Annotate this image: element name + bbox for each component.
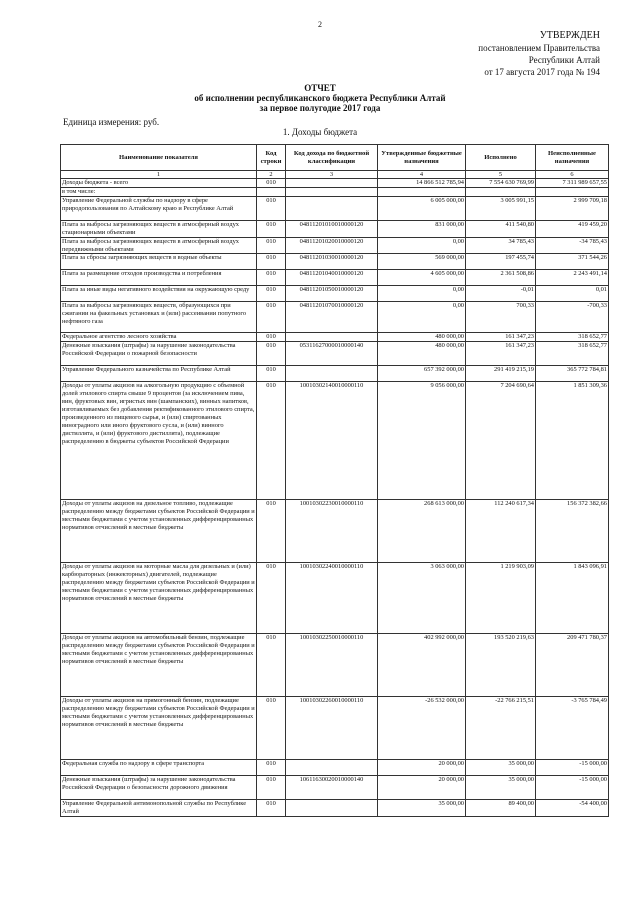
row-income-code — [286, 179, 378, 188]
row-executed: 112 240 617,34 — [466, 500, 536, 563]
row-name: Плата за размещение отходов производства и потребления — [61, 270, 257, 286]
row-unexecuted: -700,33 — [536, 302, 609, 333]
row-unexecuted: -15 000,00 — [536, 760, 609, 776]
table-row — [61, 342, 609, 366]
row-name: Федеральная служба по надзору в сфере транспорта — [61, 760, 257, 776]
row-name: Доходы от уплаты акцизов на прямогонный бензин, подлежащие распределению между бюджетами субъектов Российской Федерации и местными бюджетами с учетом установленных дифференцированных нормативов отчислений в местные бюджеты — [61, 697, 257, 760]
row-name: Плата за иные виды негативного воздействия на окружающую среду — [61, 286, 257, 302]
row-line-code: 010 — [257, 237, 286, 254]
row-unexecuted: 2 243 491,14 — [536, 270, 609, 286]
row-executed: 193 520 219,63 — [466, 634, 536, 697]
row-unexecuted: 7 311 989 657,55 — [536, 179, 609, 188]
row-line-code: 010 — [257, 196, 286, 220]
row-line-code: 010 — [257, 800, 286, 817]
table-row — [61, 286, 609, 302]
report-title-block — [0, 83, 640, 113]
row-income-code: 10010302140010000110 — [286, 382, 378, 500]
table-row — [61, 634, 609, 697]
table-row — [61, 697, 609, 760]
row-line-code: 010 — [257, 563, 286, 634]
row-approved: 20 000,00 — [378, 760, 466, 776]
table-row — [61, 366, 609, 382]
row-income-code: 10010302230010000110 — [286, 500, 378, 563]
section-title: 1. Доходы бюджета — [282, 127, 358, 137]
row-executed: 35 000,00 — [466, 760, 536, 776]
row-income-code: 04811201040010000120 — [286, 270, 378, 286]
row-executed: 7 554 630 769,99 — [466, 179, 536, 188]
row-unexecuted: 318 652,77 — [536, 333, 609, 342]
row-approved: 35 000,00 — [378, 800, 466, 817]
row-unexecuted: 1 843 096,91 — [536, 563, 609, 634]
row-income-code: 10611630020010000140 — [286, 776, 378, 800]
row-approved: 4 605 000,00 — [378, 270, 466, 286]
row-executed: 1 219 903,09 — [466, 563, 536, 634]
row-name: Управление Федерального казначейства по Республике Алтай — [61, 366, 257, 382]
row-line-code: 010 — [257, 500, 286, 563]
table-row — [61, 382, 609, 500]
row-name: в том числе: — [61, 187, 257, 196]
row-name: Плата за сбросы загрязняющих веществ в водные объекты — [61, 254, 257, 270]
header-executed: Исполнено — [466, 145, 536, 171]
row-income-code — [286, 760, 378, 776]
row-unexecuted: 209 471 780,37 — [536, 634, 609, 697]
table-row — [61, 254, 609, 270]
row-unexecuted: 318 652,77 — [536, 342, 609, 366]
row-income-code — [286, 187, 378, 196]
row-line-code: 010 — [257, 333, 286, 342]
table-row — [61, 333, 609, 342]
index-cell: 3 — [286, 171, 378, 179]
row-name: Плата за выбросы загрязняющих веществ в атмосферный воздух передвижными объектами — [61, 237, 257, 254]
table-row — [61, 500, 609, 563]
row-executed: 2 361 508,86 — [466, 270, 536, 286]
row-approved: 480 000,00 — [378, 342, 466, 366]
index-cell: 2 — [257, 171, 286, 179]
row-approved: 0,00 — [378, 237, 466, 254]
row-approved: 14 866 512 785,94 — [378, 179, 466, 188]
row-unexecuted: 1 851 309,36 — [536, 382, 609, 500]
row-unexecuted: 156 372 382,66 — [536, 500, 609, 563]
row-name: Плата за выбросы загрязняющих веществ, образующихся при сжигании на факельных установках и (или) рассеивании попутного нефтяного газа — [61, 302, 257, 333]
header-approved: Утвержденные бюджетные назначения — [378, 145, 466, 171]
report-subtitle-1: об исполнении республиканского бюджета Республики Алтай — [194, 93, 446, 103]
header-line-code: Код строки — [257, 145, 286, 171]
row-approved: 6 005 000,00 — [378, 196, 466, 220]
row-unexecuted: 371 544,26 — [536, 254, 609, 270]
row-unexecuted: 365 772 784,81 — [536, 366, 609, 382]
row-line-code: 010 — [257, 254, 286, 270]
row-line-code: 010 — [257, 286, 286, 302]
row-name: Плата за выбросы загрязняющих веществ в атмосферный воздух стационарными объектами — [61, 220, 257, 237]
row-approved: 20 000,00 — [378, 776, 466, 800]
table-row — [61, 187, 609, 196]
row-approved: 657 392 000,00 — [378, 366, 466, 382]
page-number: 2 — [318, 20, 322, 29]
row-approved: 480 000,00 — [378, 333, 466, 342]
row-income-code: 04811201030010000120 — [286, 254, 378, 270]
row-name: Доходы от уплаты акцизов на алкогольную продукцию с объемной долей этилового спирта свыше 9 процентов (за исключением пива, вин, фруктовых вин, игристых вин (шампанских), винных напитков, изготавливаемых без добавления ректификованного этилового спирта, произведенного из пищевого сырья, и (или) спиртованных виноградного или иного фруктового сусла, и (или) винного дистиллята, и (или) фруктового дистиллята), подлежащие распределению в бюджеты субъектов Российской Федерации — [61, 382, 257, 500]
table-row — [61, 760, 609, 776]
approval-line-2: Республики Алтай — [528, 55, 600, 65]
row-approved: 3 063 000,00 — [378, 563, 466, 634]
table-body — [61, 179, 609, 817]
row-executed: 161 347,23 — [466, 333, 536, 342]
row-income-code: 04811201050010000120 — [286, 286, 378, 302]
row-name: Денежные взыскания (штрафы) за нарушение законодательства Российской Федерации о пожарной безопасности — [61, 342, 257, 366]
row-line-code: 010 — [257, 776, 286, 800]
header-income-code: Код дохода по бюджетной классификации — [286, 145, 378, 171]
table-row — [61, 776, 609, 800]
row-name: Доходы от уплаты акцизов на автомобильный бензин, подлежащие распределению между бюджетами субъектов Российской Федерации и местными бюджетами с учетом установленных дифференцированных нормативов отчислений в местные бюджеты — [61, 634, 257, 697]
row-line-code: 010 — [257, 366, 286, 382]
row-name: Доходы от уплаты акцизов на дизельное топливо, подлежащие распределению между бюджетами субъектов Российской Федерации и местными бюджетами с учетом установленных дифференцированных нормативов отчислений в местные бюджеты — [61, 500, 257, 563]
row-executed: 7 204 690,64 — [466, 382, 536, 500]
header-unexecuted: Неисполненные назначения — [536, 145, 609, 171]
row-executed: 161 347,23 — [466, 342, 536, 366]
row-line-code: 010 — [257, 760, 286, 776]
row-name: Денежные взыскания (штрафы) за нарушение законодательства Российской Федерации о безопасности дорожного движения — [61, 776, 257, 800]
row-executed: 700,33 — [466, 302, 536, 333]
table-row — [61, 270, 609, 286]
row-unexecuted: -3 765 784,49 — [536, 697, 609, 760]
row-unexecuted: 0,01 — [536, 286, 609, 302]
header-name: Наименование показателя — [61, 145, 257, 171]
row-executed: -0,01 — [466, 286, 536, 302]
row-unexecuted: 419 459,20 — [536, 220, 609, 237]
row-unexecuted: -54 400,00 — [536, 800, 609, 817]
row-income-code — [286, 333, 378, 342]
index-cell: 5 — [466, 171, 536, 179]
row-line-code — [257, 187, 286, 196]
table-row — [61, 800, 609, 817]
row-approved: 268 613 000,00 — [378, 500, 466, 563]
report-title: ОТЧЕТ — [304, 83, 336, 93]
index-cell: 4 — [378, 171, 466, 179]
units-label: Единица измерения: руб. — [63, 117, 160, 127]
row-line-code: 010 — [257, 342, 286, 366]
row-executed — [466, 187, 536, 196]
row-executed: 34 785,43 — [466, 237, 536, 254]
row-unexecuted: -34 785,43 — [536, 237, 609, 254]
row-income-code: 10010302250010000110 — [286, 634, 378, 697]
row-approved: 831 000,00 — [378, 220, 466, 237]
row-name: Управление Федеральной антимонопольной службы по Республике Алтай — [61, 800, 257, 817]
row-line-code: 010 — [257, 179, 286, 188]
row-name: Федеральное агентство лесного хозяйства — [61, 333, 257, 342]
row-executed: 411 540,80 — [466, 220, 536, 237]
table-row — [61, 196, 609, 220]
row-name: Доходы от уплаты акцизов на моторные масла для дизельных и (или) карбюраторных (инжекторных) двигателей, подлежащие распределению между бюджетами субъектов Российской Федерации и местными бюджетами с учетом установленных дифференцированных нормативов отчислений в местные бюджеты — [61, 563, 257, 634]
row-executed: 3 005 991,15 — [466, 196, 536, 220]
row-line-code: 010 — [257, 382, 286, 500]
row-executed: 35 000,00 — [466, 776, 536, 800]
row-income-code: 05311627000010000140 — [286, 342, 378, 366]
row-approved: 402 992 000,00 — [378, 634, 466, 697]
row-line-code: 010 — [257, 302, 286, 333]
row-line-code: 010 — [257, 634, 286, 697]
row-executed: -22 766 215,51 — [466, 697, 536, 760]
row-executed: 89 400,00 — [466, 800, 536, 817]
approval-block — [478, 30, 600, 78]
row-approved: -26 532 000,00 — [378, 697, 466, 760]
row-unexecuted: 2 999 709,18 — [536, 196, 609, 220]
row-income-code — [286, 196, 378, 220]
row-income-code: 04811201010010000120 — [286, 220, 378, 237]
row-income-code: 04811201070010000120 — [286, 302, 378, 333]
row-unexecuted: -15 000,00 — [536, 776, 609, 800]
row-income-code: 04811201020010000120 — [286, 237, 378, 254]
row-approved: 0,00 — [378, 286, 466, 302]
row-income-code — [286, 800, 378, 817]
row-income-code — [286, 366, 378, 382]
report-subtitle-2: за первое полугодие 2017 года — [259, 103, 381, 113]
row-name: Управление Федеральной службы по надзору в сфере природопользования по Алтайскому краю и Республике Алтай — [61, 196, 257, 220]
row-approved — [378, 187, 466, 196]
row-approved: 569 000,00 — [378, 254, 466, 270]
approval-line-3: от 17 августа 2017 года № 194 — [484, 67, 600, 77]
row-income-code: 10010302240010000110 — [286, 563, 378, 634]
revenue-table — [60, 144, 609, 817]
table-row — [61, 563, 609, 634]
row-line-code: 010 — [257, 697, 286, 760]
row-line-code: 010 — [257, 220, 286, 237]
index-cell: 6 — [536, 171, 609, 179]
row-approved: 9 056 000,00 — [378, 382, 466, 500]
row-name: Доходы бюджета - всего — [61, 179, 257, 188]
approval-title: УТВЕРЖДЕН — [539, 30, 600, 41]
table-row — [61, 179, 609, 188]
row-income-code: 10010302260010000110 — [286, 697, 378, 760]
table-row — [61, 237, 609, 254]
index-cell: 1 — [61, 171, 257, 179]
row-line-code: 010 — [257, 270, 286, 286]
row-unexecuted — [536, 187, 609, 196]
row-executed: 197 455,74 — [466, 254, 536, 270]
approval-line-1: постановлением Правительства — [478, 43, 600, 53]
table-row — [61, 302, 609, 333]
row-approved: 0,00 — [378, 302, 466, 333]
table-row — [61, 220, 609, 237]
row-executed: 291 419 215,19 — [466, 366, 536, 382]
